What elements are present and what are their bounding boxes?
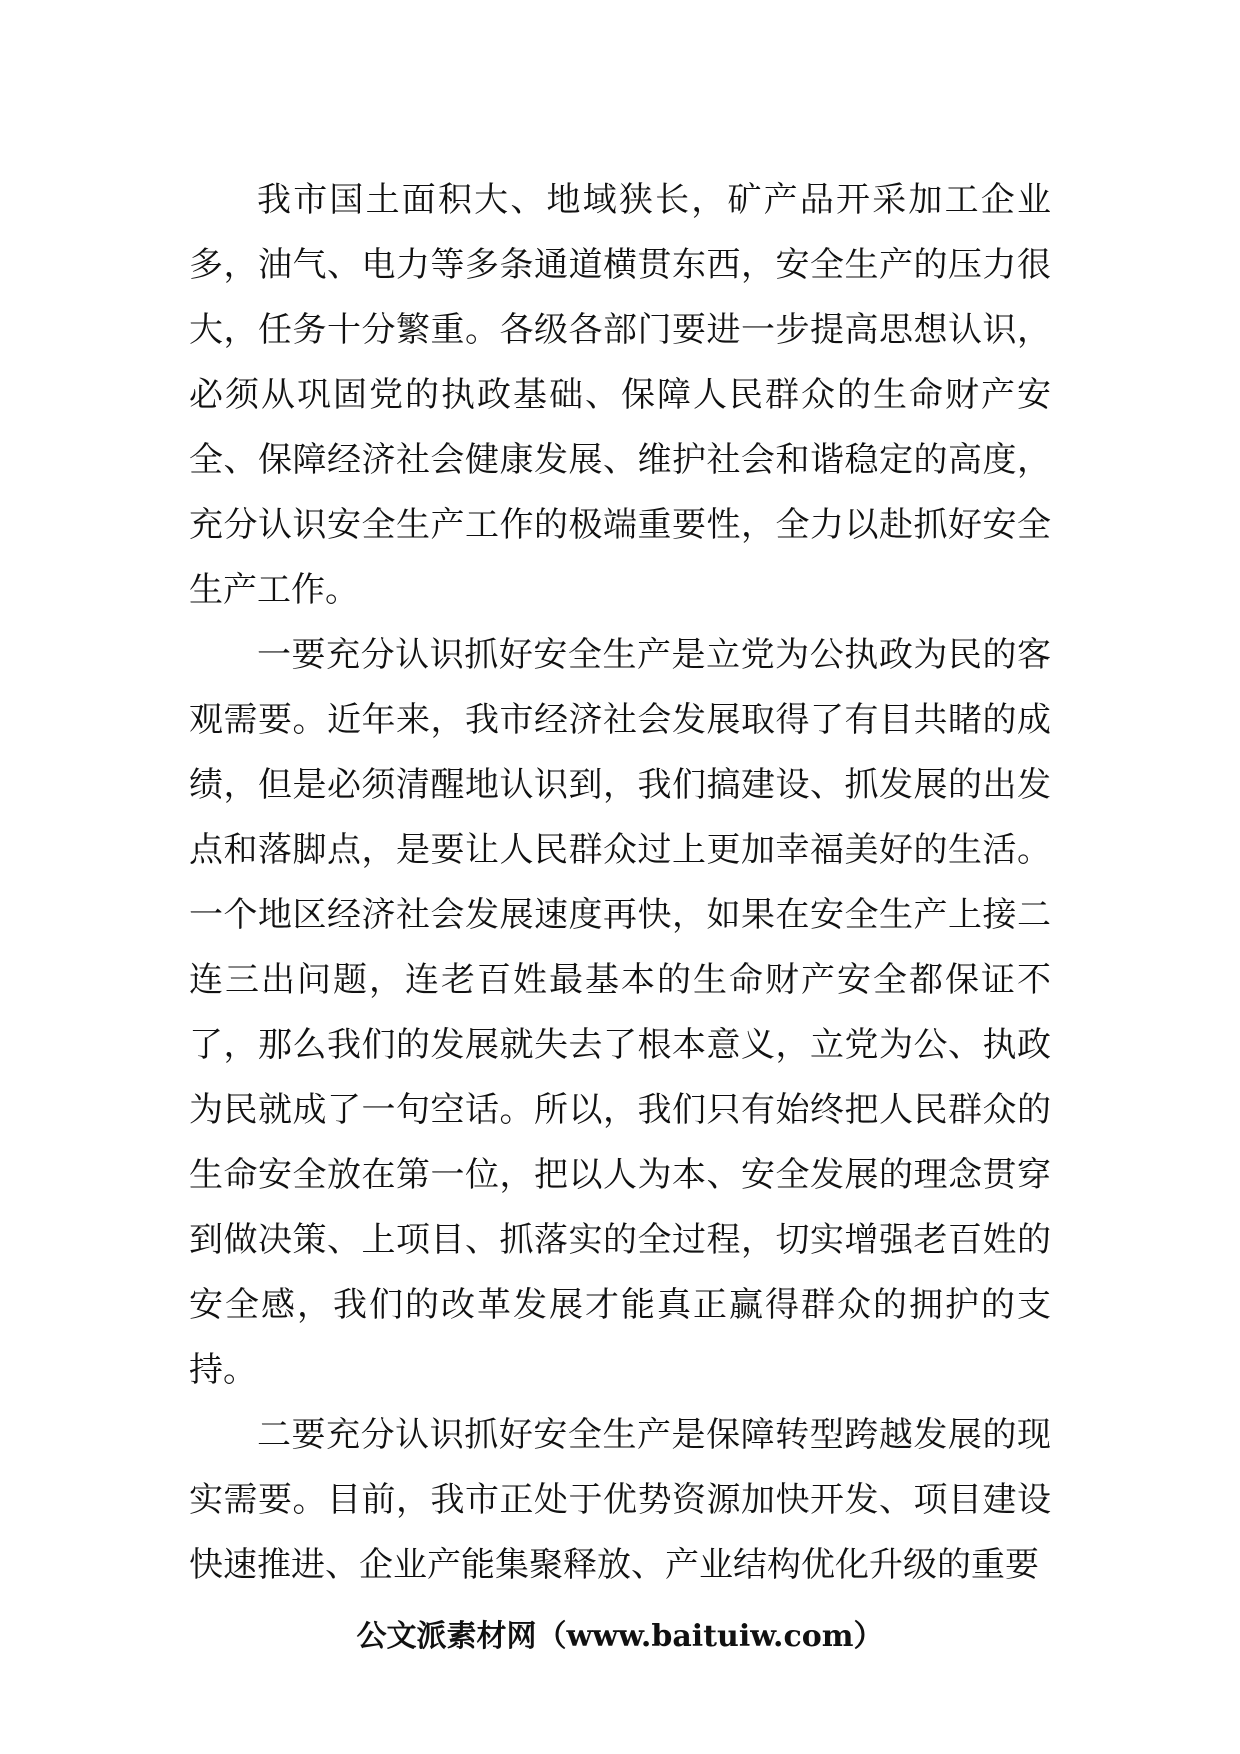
footer-watermark: 公文派素材网（www.baituiw.com）: [356, 1619, 884, 1654]
paragraph-2: 一要充分认识抓好安全生产是立党为公执政为民的客观需要。近年来，我市经济社会发展取得了有目共睹的成绩，但是必须清醒地认识到，我们搞建设、抓发展的出发点和落脚点，是要让人民群众过上更加幸福美好的生活。一个地区经济社会发展速度再快，如果在安全生产上接二连三出问题，连老百姓最基本的生命财产安全都保证不了，那么我们的发展就失去了根本意义，立党为公、执政为民就成了一句空话。所以，我们只有始终把人民群众的生命安全放在第一位，把以人为本、安全发展的理念贯穿到做决策、上项目、抓落实的全过程，切实增强老百姓的安全感，我们的改革发展才能真正赢得群众的拥护的支持。: [189, 635, 1051, 1390]
paragraph-3: 二要充分认识抓好安全生产是保障转型跨越发展的现实需要。目前，我市正处于优势资源加快开发、项目建设快速推进、企业产能集聚释放、产业结构优化升级的重要: [189, 1415, 1051, 1585]
paragraph-1: 我市国土面积大、地域狭长，矿产品开采加工企业多，油气、电力等多条通道横贯东西，安全生产的压力很大，任务十分繁重。各级各部门要进一步提高思想认识，必须从巩固党的执政基础、保障人民群众的生命财产安全、保障经济社会健康发展、维护社会和谐稳定的高度，充分认识安全生产工作的极端重要性，全力以赴抓好安全生产工作。: [189, 180, 1051, 610]
document-body: [189, 168, 1051, 1598]
